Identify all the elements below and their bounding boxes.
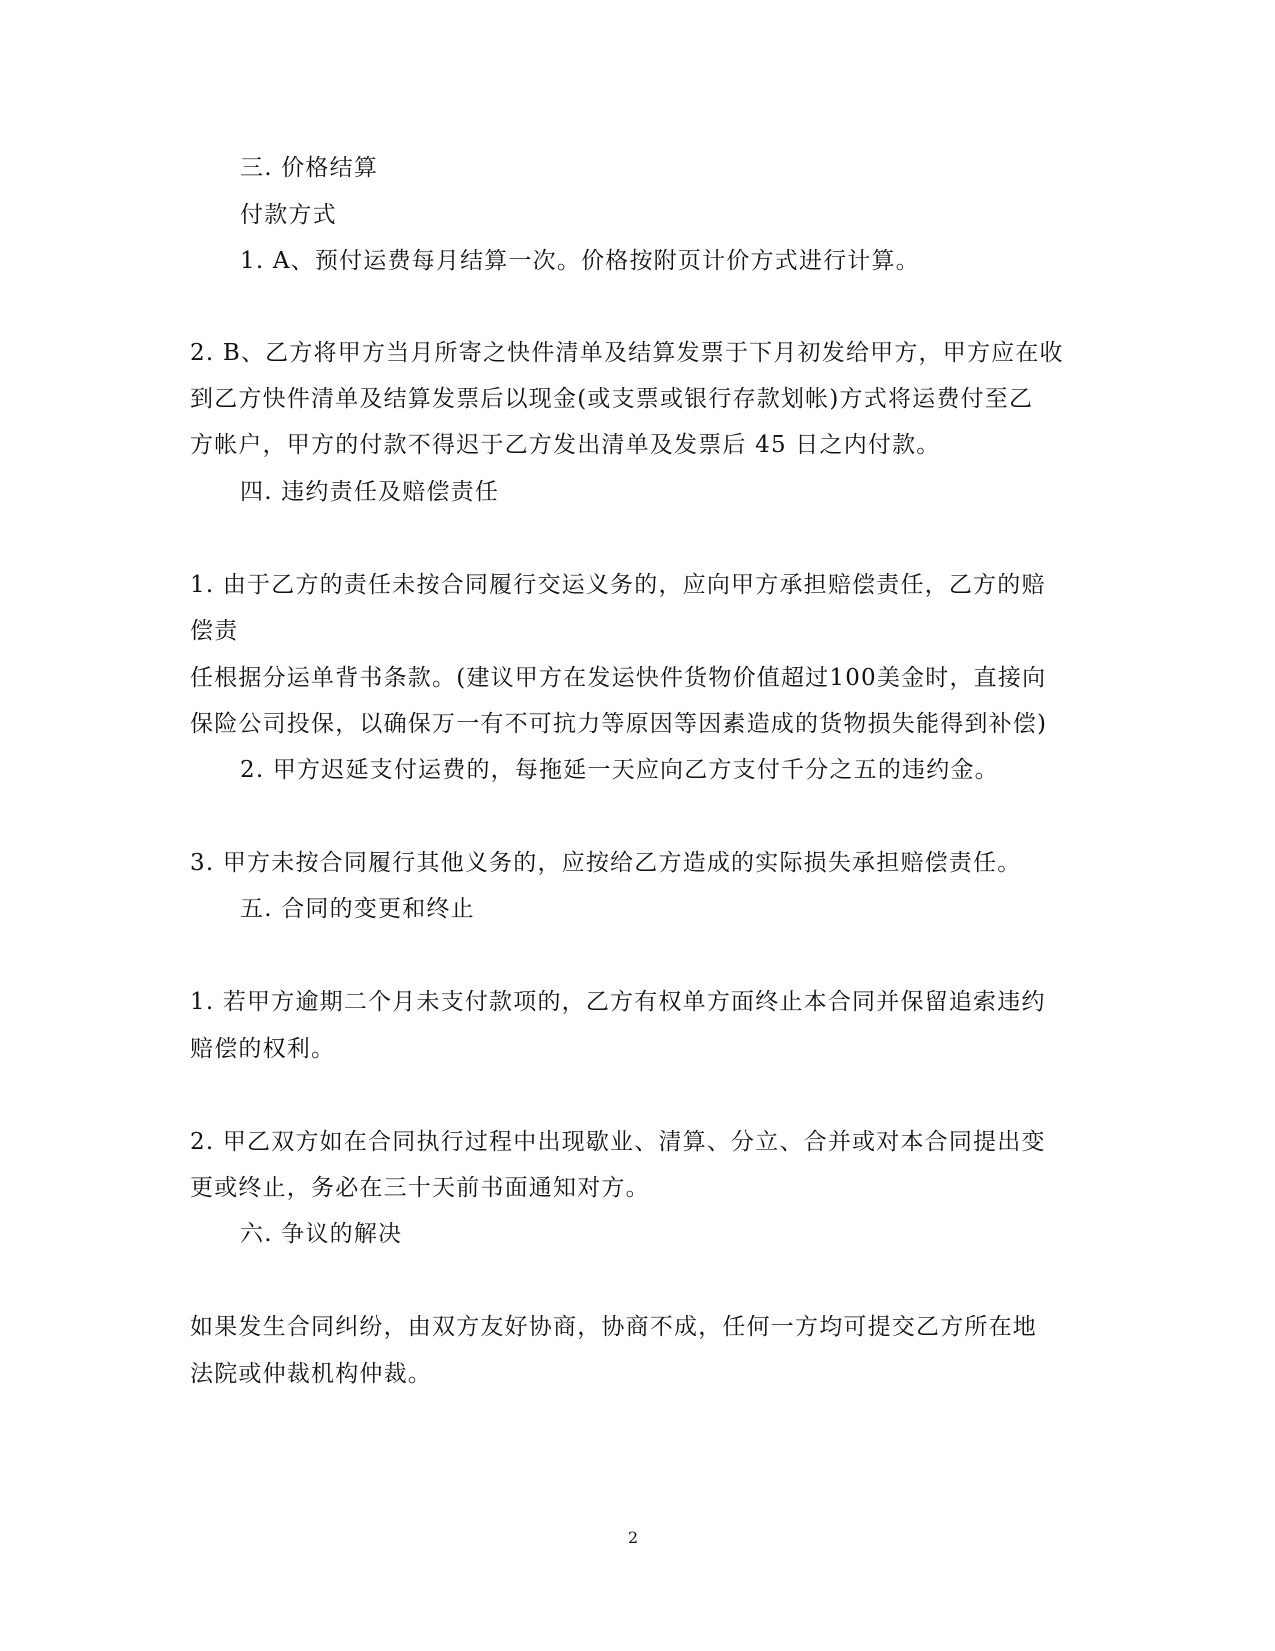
section-heading-price-settlement: 三. 价格结算 [240,155,379,181]
paragraph-line: 方帐户，甲方的付款不得迟于乙方发出清单及发票后 45 日之内付款。 [190,432,941,458]
subheading-payment-method: 付款方式 [240,202,337,228]
page-number: 2 [628,1528,639,1547]
paragraph-line: 如果发生合同纠纷，由双方友好协商，协商不成，任何一方均可提交乙方所在地 [190,1314,1037,1340]
paragraph-line: 法院或仲裁机构仲裁。 [190,1361,432,1387]
paragraph-line: 任根据分运单背书条款。(建议甲方在发运快件货物价值超过100美金时，直接向 [190,665,1047,691]
paragraph-line: 2. B、乙方将甲方当月所寄之快件清单及结算发票于下月初发给甲方，甲方应在收 [190,340,1064,366]
paragraph-line: 2. 甲方迟延支付运费的，每拖延一天应向乙方支付千分之五的违约金。 [240,757,999,783]
paragraph-line: 偿责 [190,618,239,644]
paragraph-line: 更或终止，务必在三十天前书面通知对方。 [190,1175,650,1201]
paragraph-line: 1. 由于乙方的责任未按合同履行交运义务的，应向甲方承担赔偿责任，乙方的赔 [190,572,1046,598]
paragraph-line: 2. 甲乙双方如在合同执行过程中出现歇业、清算、分立、合并或对本合同提出变 [190,1129,1046,1155]
section-heading-liability: 四. 违约责任及赔偿责任 [240,479,500,505]
paragraph-line: 1. A、预付运费每月结算一次。价格按附页计价方式进行计算。 [240,248,920,274]
paragraph-line: 到乙方快件清单及结算发票后以现金(或支票或银行存款划帐)方式将运费付至乙 [190,386,1034,412]
paragraph-line: 保险公司投保，以确保万一有不可抗力等原因等因素造成的货物损失能得到补偿) [190,711,1048,737]
section-heading-change-termination: 五. 合同的变更和终止 [240,896,475,922]
paragraph-line: 赔偿的权利。 [190,1036,336,1062]
paragraph-line: 1. 若甲方逾期二个月未支付款项的，乙方有权单方面终止本合同并保留追索违约 [190,989,1046,1015]
section-heading-dispute-resolution: 六. 争议的解决 [240,1221,403,1247]
paragraph-line: 3. 甲方未按合同履行其他义务的，应按给乙方造成的实际损失承担赔偿责任。 [190,850,1022,876]
